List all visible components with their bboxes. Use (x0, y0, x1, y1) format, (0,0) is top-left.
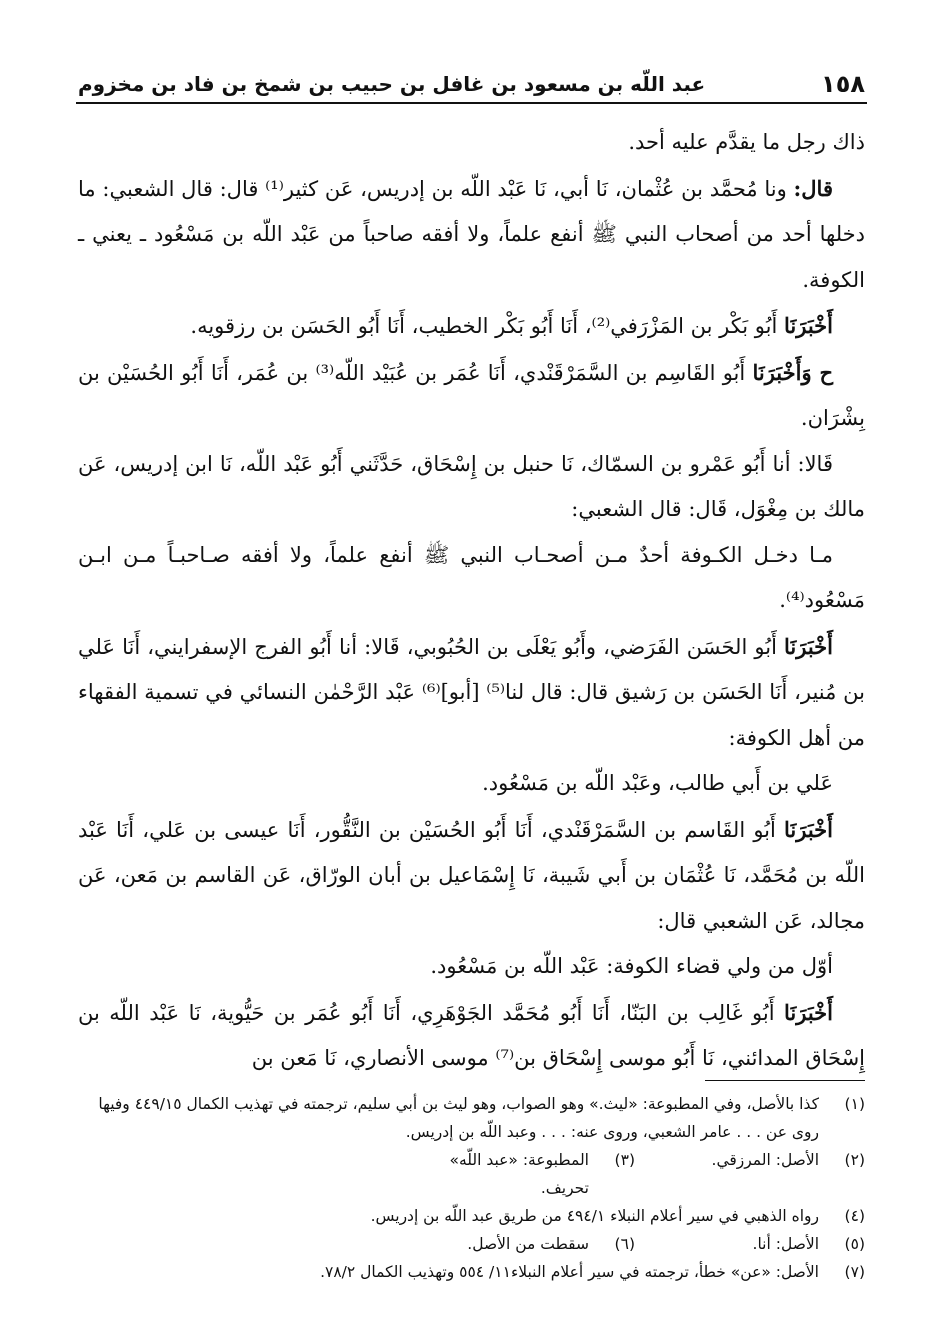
isnad-keyword: أَخْبَرَنَا (784, 313, 833, 338)
isnad-keyword: أَخْبَرَنَا (784, 816, 833, 842)
footnote (78, 1258, 865, 1286)
page-header (78, 52, 865, 104)
paragraph-text: قَالا: أنا أَبُو عَمْرو بن السمّاك، نَا حنبل بن إِسْحَاق، حَدَّثَني أَبُو عَبْد اللّه، نَا ابن إدريس، عَن مالك بن مِغْوَل، قَال: قال الشعبي: (78, 451, 865, 521)
footnote (405, 1230, 635, 1258)
text-paragraph (78, 303, 865, 350)
footnote-text: سقطت من الأصل. (467, 1235, 589, 1253)
paragraph-text: ذاك رجل ما يقدَّم عليه أحد. (628, 130, 865, 154)
paragraph-text: أَبُو بَكْر بن المَزْرَفي⁽²⁾، أَنَا أَبُو بَكْر الخطيب، أَنَا أَبُو الحَسَن بن رزقويه. (190, 314, 785, 338)
page-number: ١٥٨ (821, 70, 865, 98)
header-rule (76, 102, 867, 104)
footnote-number: (٣) (614, 1151, 635, 1169)
text-paragraph (78, 624, 865, 762)
footnote (405, 1146, 635, 1202)
footnote-text: الأصل: «عن» خطأ، ترجمته في سير أعلام النبلاء١١/ ٥٥٤ وتهذيب الكمال ٧٨/٢. (320, 1263, 819, 1281)
paragraph-text: ونا مُحمَّد بن عُثْمان، نَا أبي، نَا عَبْد اللّه بن إدريس، عَن كثير⁽¹⁾ قال: قال الشعبي: ما دخلها أحد من أصحاب النبي ﷺ أنفع علماً، ولا أفقه صاحباً من عَبْد اللّه بن مَسْعُود ـ يعني ـ الكوفة. (78, 176, 865, 292)
main-text (78, 120, 865, 1082)
isnad-keyword: قال: (793, 175, 833, 201)
isnad-keyword: أَخْبَرَنَا (784, 633, 833, 659)
text-paragraph (78, 442, 865, 533)
text-paragraph (78, 990, 865, 1082)
text-paragraph (78, 120, 865, 166)
footnote-rule (705, 1080, 865, 1081)
paragraph-text: عَلي بن أَبي طالب، وعَبْد اللّه بن مَسْعُود. (482, 771, 833, 795)
text-paragraph (78, 944, 865, 990)
text-paragraph (78, 350, 865, 442)
footnote-number: (٥) (844, 1235, 865, 1253)
paragraph-text: أَبُو غَالِب بن البَنّا، أَنَا أَبُو مُحَمَّد الجَوْهَرِي، أَنَا أَبُو عُمَر بن حَيُّوية، نَا عَبْد اللّه بن إِسْحَاق المدائني، نَا أَبُو موسى إِسْحَاق بن⁽⁷⁾ موسى الأنصاري، نَا مَعن بن (78, 1000, 865, 1070)
footnote-number: (١) (844, 1095, 865, 1113)
footnote-text: رواه الذهبي في سير أعلام النبلاء ٤٩٤/١ من طريق عبد اللّه بن إدريس. (370, 1207, 819, 1225)
footnote-text: الأصل: المرزقي. (711, 1151, 819, 1169)
footnotes (78, 1090, 865, 1286)
isnad-keyword: ح وَأَخْبَرَنَا (752, 359, 833, 385)
footnote (635, 1230, 865, 1258)
footnote-text: كذا بالأصل، وفي المطبوعة: «ليث.» وهو الصواب، وهو ليث بن أبي سليم، ترجمته في تهذيب الكمال ٤٤٩/١٥ وفيها روى عن . . . عامر الشعبي، وروى عنه: . . . وعبد اللّه بن إدريس. (98, 1095, 819, 1141)
text-paragraph (78, 761, 865, 807)
footnote-row (78, 1146, 865, 1202)
footnote-number: (٧) (844, 1263, 865, 1281)
footnote-number: (٢) (844, 1151, 865, 1169)
footnote (635, 1146, 865, 1202)
isnad-keyword: أَخْبَرَنَا (784, 999, 833, 1025)
paragraph-text: مـا دخـل الكـوفة أحدٌ مـن أصحـاب النبي ﷺ أنفع علماً، ولا أفقه صـاحبـاً مـن ابـن مَسْعُود⁽⁴⁾. (78, 542, 865, 612)
paragraph-text: أَبُو القَاسم بن السَّمَرْقَنْدي، أَنَا أَبُو الحُسَيْن بن النَّقُّور، أَنَا عيسى بن عَلي، أَنَا عَبْد اللّه بن مُحَمَّد، نَا عُثْمَان بن أَبي شَيبة، نَا إِسْمَاعيل بن أبان الورّاق، عَن القاسم بن مَعن، عَن مجالد، عَن الشعبي قال: (78, 817, 865, 933)
footnote-number: (٤) (844, 1207, 865, 1225)
footnote-number: (٦) (614, 1235, 635, 1253)
paragraph-text: أوّل من ولي قضاء الكوفة: عَبْد اللّه بن مَسْعُود. (430, 954, 833, 978)
text-paragraph (78, 807, 865, 945)
text-paragraph (78, 533, 865, 624)
text-paragraph (78, 166, 865, 304)
footnote (78, 1090, 865, 1146)
footnote-row (78, 1230, 865, 1258)
paragraph-text: أَبُو الحَسَن الفَرَضي، وأَبُو يَعْلَى بن الحُبُوبي، قَالا: أنا أَبُو الفرج الإسفرايني، أَنَا عَلي بن مُنير، أَنَا الحَسَن بن رَشيق قال: قال لنا⁽⁵⁾ [أبو]⁽⁶⁾ عَبْد الرَّحْمٰن النسائي في تسمية الفقهاء من أهل الكوفة: (78, 634, 866, 750)
footnote-text: الأصل: أنا. (752, 1235, 819, 1253)
footnote (78, 1202, 865, 1230)
footnote-text: المطبوعة: «عبد اللّه» تحريف. (449, 1151, 589, 1197)
paragraph-text: أَبُو القَاسِم بن السَّمَرْقَنْدي، أَنَا عُمَر بن عُبَيْد اللّه⁽³⁾ بن عُمَر، أَنَا أَبُو الحُسَيْن بن بِشْرَان. (78, 360, 865, 430)
running-title: عبد اللّه بن مسعود بن غافل بن حبيب بن شمخ بن فاد بن مخزوم (78, 72, 706, 96)
